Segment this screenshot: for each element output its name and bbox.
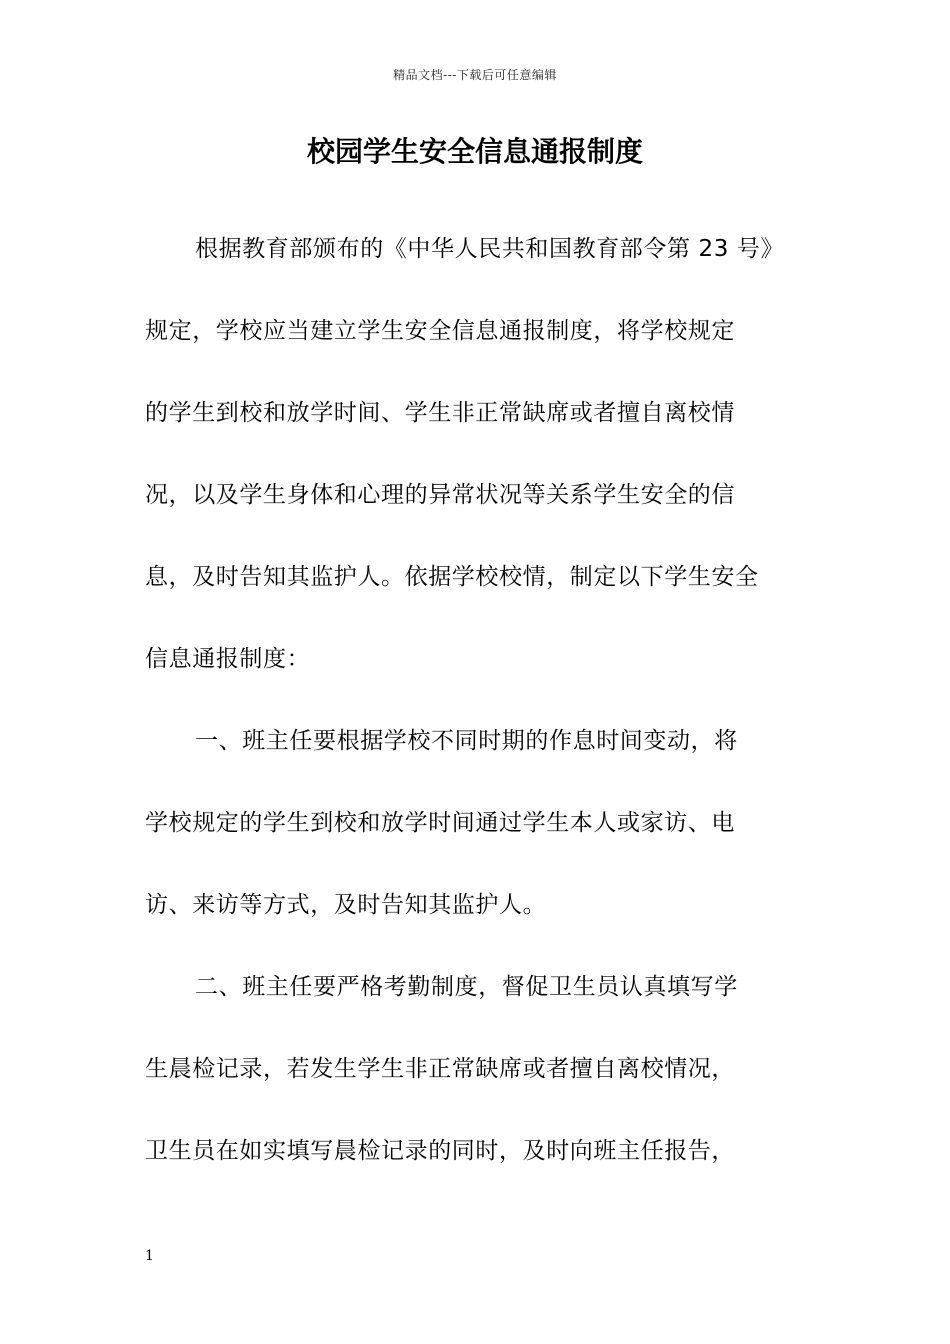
paragraph-line: 访、来访等方式，及时告知其监护人。 (145, 892, 547, 918)
header-note: 精品文档---下载后可任意编辑 (393, 68, 557, 82)
paragraph-line: 一、班主任要根据学校不同时期的作息时间变动，将 (195, 728, 738, 754)
document-title: 校园学生安全信息通报制度 (306, 135, 643, 168)
paragraph-line: 息，及时告知其监护人。依据学校校情，制定以下学生安全 (145, 564, 759, 590)
paragraph-line: 信息通报制度： (145, 646, 311, 672)
document-body (145, 226, 807, 1210)
paragraph-line: 根据教育部颁布的《中华人民共和国教育部令第 23 号》 (195, 236, 785, 262)
paragraph-line: 生晨检记录，若发生学生非正常缺席或者擅自离校情况， (145, 1056, 735, 1082)
paragraph-line: 学校规定的学生到校和放学时间通过学生本人或家访、电 (145, 810, 735, 836)
paragraph-line: 的学生到校和放学时间、学生非正常缺席或者擅自离校情 (145, 400, 735, 426)
paragraph-line: 卫生员在如实填写晨检记录的同时，及时向班主任报告， (145, 1138, 735, 1164)
paragraph-line: 况，以及学生身体和心理的异常状况等关系学生安全的信 (145, 482, 735, 508)
page-number: 1 (145, 1248, 154, 1264)
paragraph-line: 二、班主任要严格考勤制度，督促卫生员认真填写学 (195, 974, 738, 1000)
paragraph-line: 规定，学校应当建立学生安全信息通报制度，将学校规定 (145, 318, 735, 344)
